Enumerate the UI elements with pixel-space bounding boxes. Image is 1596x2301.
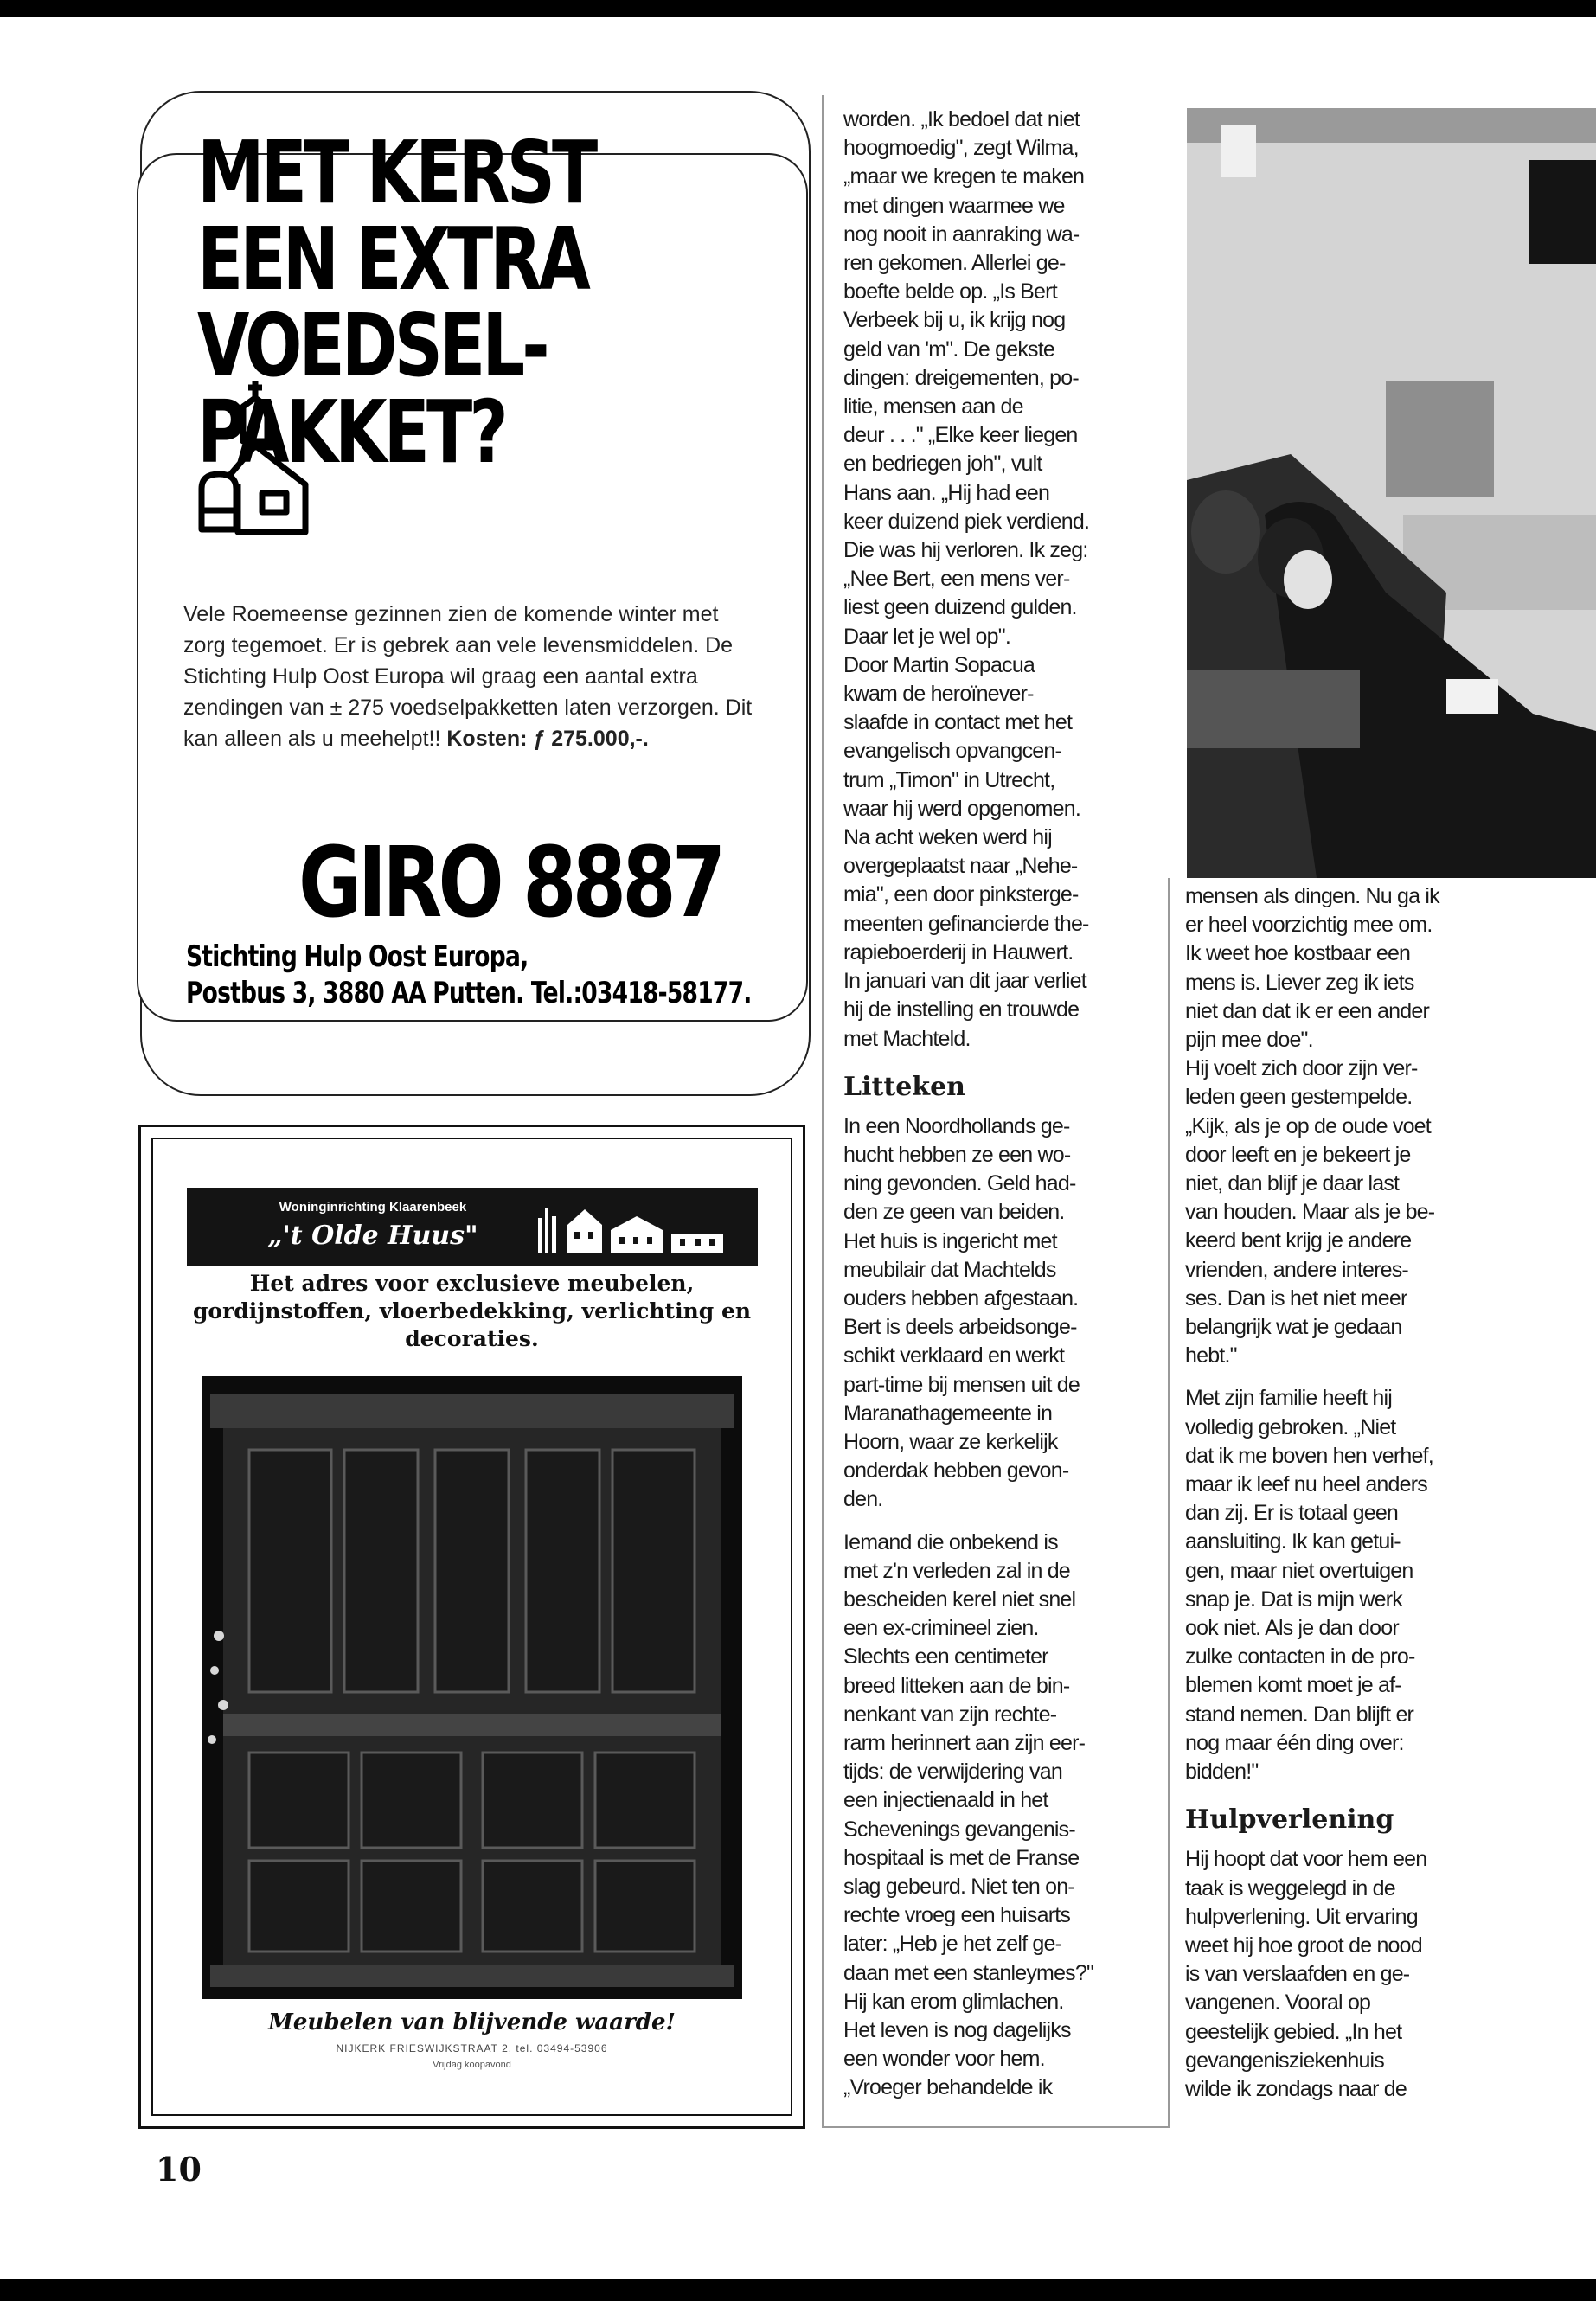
article-column-2 (1185, 882, 1497, 2118)
ad-kerst-giro: GIRO 8887 (298, 827, 722, 939)
ad-kerst-address (186, 939, 752, 1011)
article-column-1 (843, 106, 1155, 2117)
ad-kerst-body-text: Vele Roemeense gezinnen zien de komende winter met zorg tegemoet. Er is gebrek aan vele levensmiddelen. De Stichting Hulp Oost Europa wil graag een aantal extra zendingen van ± 275 voedselpakketten laten verzorgen. Dit kan alleen als u meehelpt!! (183, 602, 753, 751)
section-heading-hulpverlening: Hulpverlening (1185, 1804, 1394, 1836)
headline-line: MET KERST (197, 122, 595, 223)
address-line: Postbus 3, 3880 AA Putten. Tel.:03418-58177. (186, 976, 752, 1010)
article-paragraph: worden. „Ik bedoel dat niet hoogmoedig", zegt Wilma, „maar we kregen te maken met dingen waarmee we nog nooit in aanraking wa- ren gekomen. Allerlei ge- boefte belde op. „Is Bert Verbeek bij u, ik krijg nog geld van 'm". De gekste dingen: dreigementen, po- litie, mensen aan de deur . . ." „Elke keer liegen en bedriegen joh", vult Hans aan. „Hij had een keer duizend piek verdiend. Die was hij verloren. Ik zeg: „Nee Bert, een mens ver- liest geen duizend gulden. Daar let je wel op". Door Martin Sopacua kwam de heroïnever- slaafde in contact met het evangelisch opvangcen- trum „Timon" in Utrecht, waar hij werd opgenomen. Na acht weken werd hij overgeplaatst naar „Nehe- mia", een door pinksterge- meenten gefinancierde the- rapieboerderij in Hauwert. In januari van dit jaar verliet hij de instelling en trouwde met Machteld. (843, 107, 1090, 1051)
banner-company: Woninginrichting Klaarenbeek (279, 1200, 467, 1215)
ad-banner (187, 1188, 758, 1266)
column-rule (822, 95, 824, 2128)
people-watching-photo-icon (1187, 108, 1596, 878)
column-rule (822, 2126, 1168, 2128)
ad-subnote: Vrijdag koopavond (433, 2060, 511, 2070)
headline-line: EEN EXTRA (197, 208, 587, 310)
church-bread-logo-icon (195, 372, 316, 536)
section-heading-litteken: Litteken (843, 1071, 965, 1102)
article-photo (1187, 108, 1596, 878)
article-paragraph: Hij hoopt dat voor hem een taak is weggelegd in de hulpverlening. Uit ervaring weet hij hoe groot de nood is van verslaafden en ge- vangenen. Vooral op geestelijk gebied. „In het gevangenisziekenhuis wilde ik zondags naar de (1185, 1847, 1427, 2101)
top-border-bar (0, 0, 1596, 17)
ad-address: NIJKERK FRIESWIJKSTRAAT 2, tel. 03494-53906 (336, 2042, 608, 2054)
banner-shop-name: „'t Olde Huus" (267, 1221, 478, 1251)
ad-tagline: Het adres voor exclusieve meubelen, gordijnstoffen, vloerbedekking, verlichting en decoraties. (192, 1271, 752, 1351)
address-line: Stichting Hulp Oost Europa, (186, 939, 529, 974)
wardrobe-illustration-icon (202, 1376, 742, 1999)
ad-kerst-body (183, 599, 763, 754)
ad-olde-huus (138, 1125, 805, 2129)
article-paragraph: Met zijn familie heeft hij volledig gebroken. „Niet dat ik me boven hen verhef, maar ik leef nu heel anders dan zij. Er is totaal geen aansluiting. Ik kan getui- gen, maar niet overtuigen snap je. Dat is mijn werk ook niet. Als je dan door zulke contacten in de pro- blemen komt moet je af- stand nemen. Dan blijft er nog maar één ding over: bidden!" (1185, 1386, 1433, 1785)
village-skyline-icon (533, 1201, 732, 1253)
ad-kerst-cost: Kosten: ƒ 275.000,-. (446, 727, 649, 751)
headline-line: PAKKET? (197, 381, 505, 483)
headline-line: VOEDSEL- (197, 295, 547, 396)
article-paragraph: mensen als dingen. Nu ga ik er heel voorzichtig mee om. Ik weet hoe kostbaar een mens is. Liever zeg ik iets niet dan dat ik er een ander pijn mee doe". Hij voelt zich door zijn ver- leden geen gestempelde. „Kijk, als je op de oude voet door leeft en je bekeert je niet, dan blijf je daar last van houden. Maar als je be- keerd bent krijg je andere vrienden, andere interes- ses. Dan is het niet meer belangrijk wat je gedaan hebt." (1185, 884, 1439, 1368)
article-paragraph: Iemand die onbekend is met z'n verleden zal in de bescheiden kerel niet snel een ex-crimineel zien. Slechts een centimeter breed litteken aan de bin- nenkant van zijn rechte- rarm herinnert aan zijn eer- tijds: de verwijdering van een injectienaald in het Schevenings gevangenis- hospitaal is met de Franse slag gebeurd. Niet ten on- rechte vroeg een huisarts later: „Heb je het zelf ge- daan met een stanleymes?" Hij kan erom glimlachen. Het leven is nog dagelijks een wonder voor hem. „Vroeger behandelde ik (843, 1529, 1094, 2100)
page-number: 10 (156, 2150, 202, 2189)
bottom-border-bar (0, 2279, 1596, 2301)
ad-slogan: Meubelen van blijvende waarde! (268, 2009, 676, 2035)
column-rule (1168, 878, 1170, 2128)
article-paragraph: In een Noordhollands ge- hucht hebben ze een wo- ning gevonden. Geld had- den ze geen van beiden. Het huis is ingericht met meubilair dat Machtelds ouders hebben afgestaan. Bert is deels arbeidsonge- schikt verklaard en werkt part-time bij mensen uit de Maranathagemeente in Hoorn, waar ze kerkelijk onderdak hebben gevon- den. (843, 1113, 1080, 1512)
cabinet-photo (202, 1376, 742, 1999)
